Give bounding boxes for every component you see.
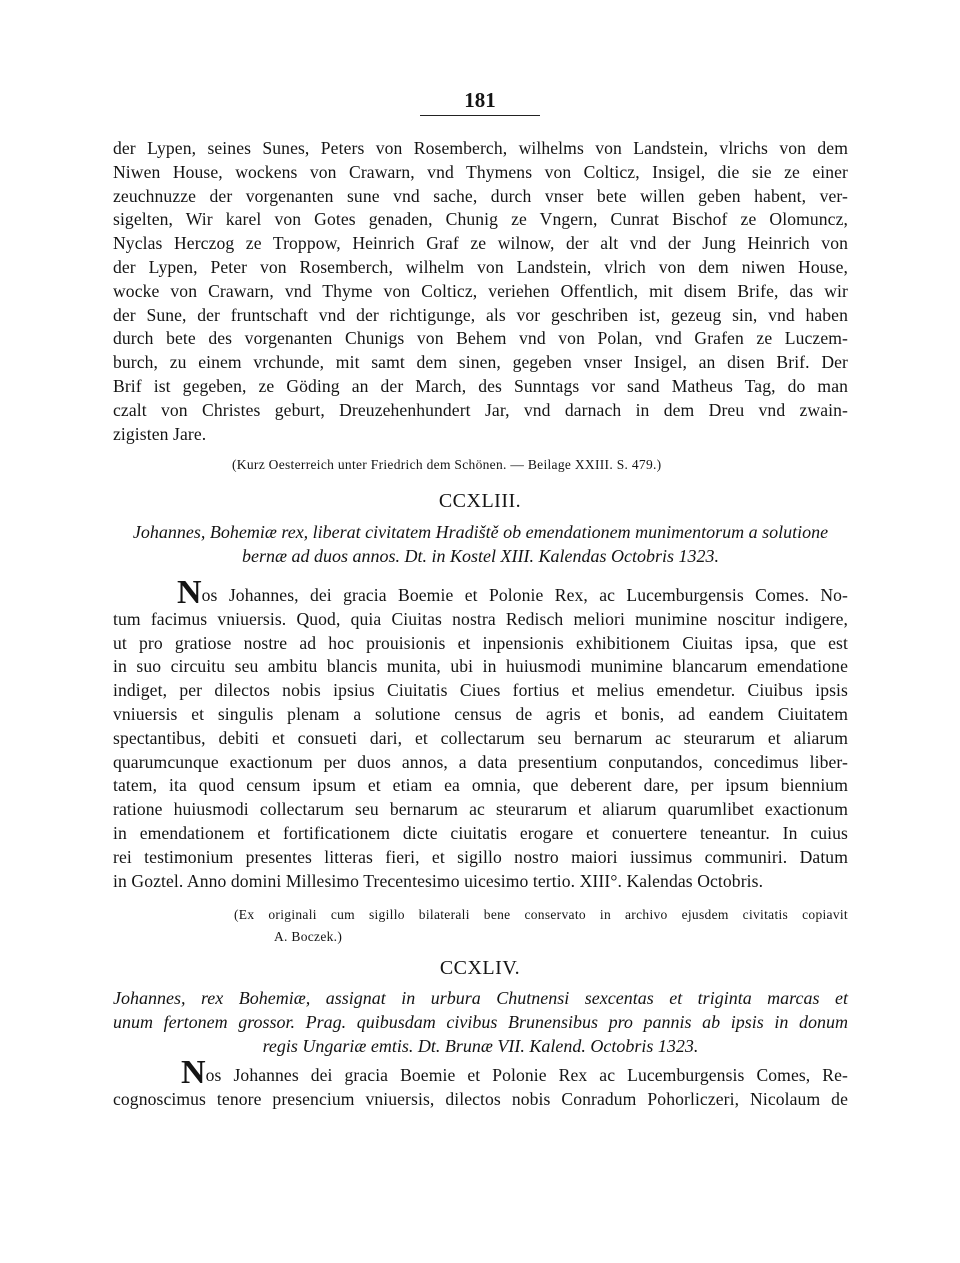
source-line: A. Boczek.) <box>274 929 343 944</box>
text-line: cognoscimus tenore presencium vniuersis, dilectos nobis Conradum Pohorliczeri, Nicolaum de <box>113 1088 848 1109</box>
drop-cap: N <box>181 1054 206 1091</box>
text-line: der Lypen, seines Sunes, Peters von Rosemberch, wilhelms von Landstein, vlrichs von dem <box>113 138 848 158</box>
first-line-text: os Johannes, dei gracia Boemie et Polonie Rex, ac Lucemburgensis Comes. No- <box>201 585 848 605</box>
text-line: der Sune, der fruntschaft vnd der richtigunge, als vor geschriben ist, gezeug sin, vnd haben <box>113 304 848 325</box>
regest-line: Johannes, Bohemiæ rex, liberat civitatem Hradiště ob emendationem munimentorum a solutione <box>132 522 829 542</box>
text-line: ut pro gratiose nostre ad hoc prouisionis et inpensionis exhibitionem Ciuitas ipsa, que est <box>113 632 848 653</box>
source-line: (Ex originali cum sigillo bilaterali bene conservato in archivo ejusdem civitatis copiavit <box>234 907 848 922</box>
text-line: Nyclas Herczog ze Troppow, Heinrich Graf ze wilnow, der alt vnd der Jung Heinrich von <box>113 233 848 254</box>
text-line: durch bete des vorgenanten Chunigs von Behem vnd von Polan, vnd Grafen ze Luczem- <box>113 328 848 349</box>
document-number: CCXLIII. <box>438 490 522 512</box>
text-line: tum facimus vniuersis. Quod, quia Ciuitas nostra Redisch meliori munimine noscitur indigere, <box>113 608 848 629</box>
drop-cap: N <box>177 574 202 611</box>
text-line: zeuchnuzze der vorgenanten sune vnd sache, durch vnser bete willen geben habent, ver- <box>113 185 848 206</box>
text-line: indiget, per dilectos nobis ipsius Ciuitatis Ciues fortius et melius emendetur. Ciuibus ipsis <box>113 680 848 701</box>
text-line: quarumcunque exactionum per duos annos, a data presentium conputandos, concedimus liber- <box>113 751 848 772</box>
text-line: vniuersis et singulis plenam a solutione census de agris et bonis, ad eandem Ciuitatem <box>113 703 848 724</box>
source-citation: (Kurz Oesterreich unter Friedrich dem Schönen. — Beilage XXIII. S. 479.) <box>232 457 662 472</box>
regest <box>113 520 848 568</box>
text-line: czalt von Christes geburt, Dreuzehenhundert Jar, vnd darnach in dem Dreu vnd zwain- <box>113 399 848 420</box>
regest-line: regis Ungariæ emtis. Dt. Brunæ VII. Kalend. Octobris 1323. <box>262 1036 699 1056</box>
first-line-text: os Johannes dei gracia Boemie et Polonie Rex ac Lucemburgensis Comes, Re- <box>205 1065 848 1085</box>
text-line: Brif ist gegeben, ze Göding an der March, des Sunntags vor sand Matheus Tag, do man <box>113 375 848 396</box>
text-line: Niwen House, wockens von Crawarn, vnd Thymens von Colticz, Insigel, die sie ze einer <box>113 161 848 182</box>
text-line: ratione huiusmodi collectarum seu bernarum ac steurarum et aliarum quarumlibet exactionum <box>113 799 848 820</box>
text-line: zigisten Jare. <box>113 423 207 444</box>
text-line: tatem, ita quod censum ipsum et etiam ea omnia, que deberent dare, per ipsum biennium <box>113 775 848 796</box>
text-line: der Lypen, Peter von Rosemberch, wilhelm von Landstein, vlrich von dem niwen House, <box>113 256 848 277</box>
page-number-rule <box>420 115 540 116</box>
text-line: in emendationem et fortificationem dicte ciuitatis erogare et conuertere teneantur. In cuius <box>113 822 848 843</box>
continuation-text <box>113 137 848 446</box>
text-line <box>113 574 848 611</box>
charter-text <box>113 1054 848 1112</box>
text-line: burch, zu einem vrchunde, mit samt dem sinen, gegeben vnser Insigel, an disen Brif. Der <box>113 352 848 373</box>
text-line: rei testimonium presentes litteras fieri, et sigillo nostro maiori iussimus communiri. Datum <box>113 846 848 867</box>
text-line: sigelten, Wir karel von Gotes genaden, Chunig ze Vngern, Cunrat Bischof ze Olomuncz, <box>113 209 848 230</box>
regest <box>113 986 848 1058</box>
text-line: in suo circuitu seu ambitu blancis munita, ubi in huiusmodi munimine blancarum emendatione <box>113 656 848 677</box>
charter-text <box>113 574 848 893</box>
source-citation <box>234 905 848 947</box>
text-line: spectantibus, debiti et consueti dari, et collectarum seu bernarum ac steurarum et aliarum <box>113 727 848 748</box>
text-line: wocke von Crawarn, vnd Thyme von Colticz, veriehen Offentlich, mit disem Brife, das wir <box>113 280 848 301</box>
text-line: in Goztel. Anno domini Millesimo Trecentesimo uicesimo tertio. XIII°. Kalendas Octobris. <box>113 870 764 891</box>
regest-line: unum fertonem grossor. Prag. quibusdam civibus Brunensibus pro pannis ab ipsis in donum <box>113 1012 848 1032</box>
page-number: 181 <box>464 88 496 112</box>
text-line <box>113 1054 848 1091</box>
regest-line: Johannes, rex Bohemiæ, assignat in urbura Chutnensi sexcentas et triginta marcas et <box>113 988 848 1008</box>
document-number: CCXLIV. <box>439 957 521 979</box>
regest-line: bernæ ad duos annos. Dt. in Kostel XIII. Kalendas Octobris 1323. <box>242 546 719 566</box>
